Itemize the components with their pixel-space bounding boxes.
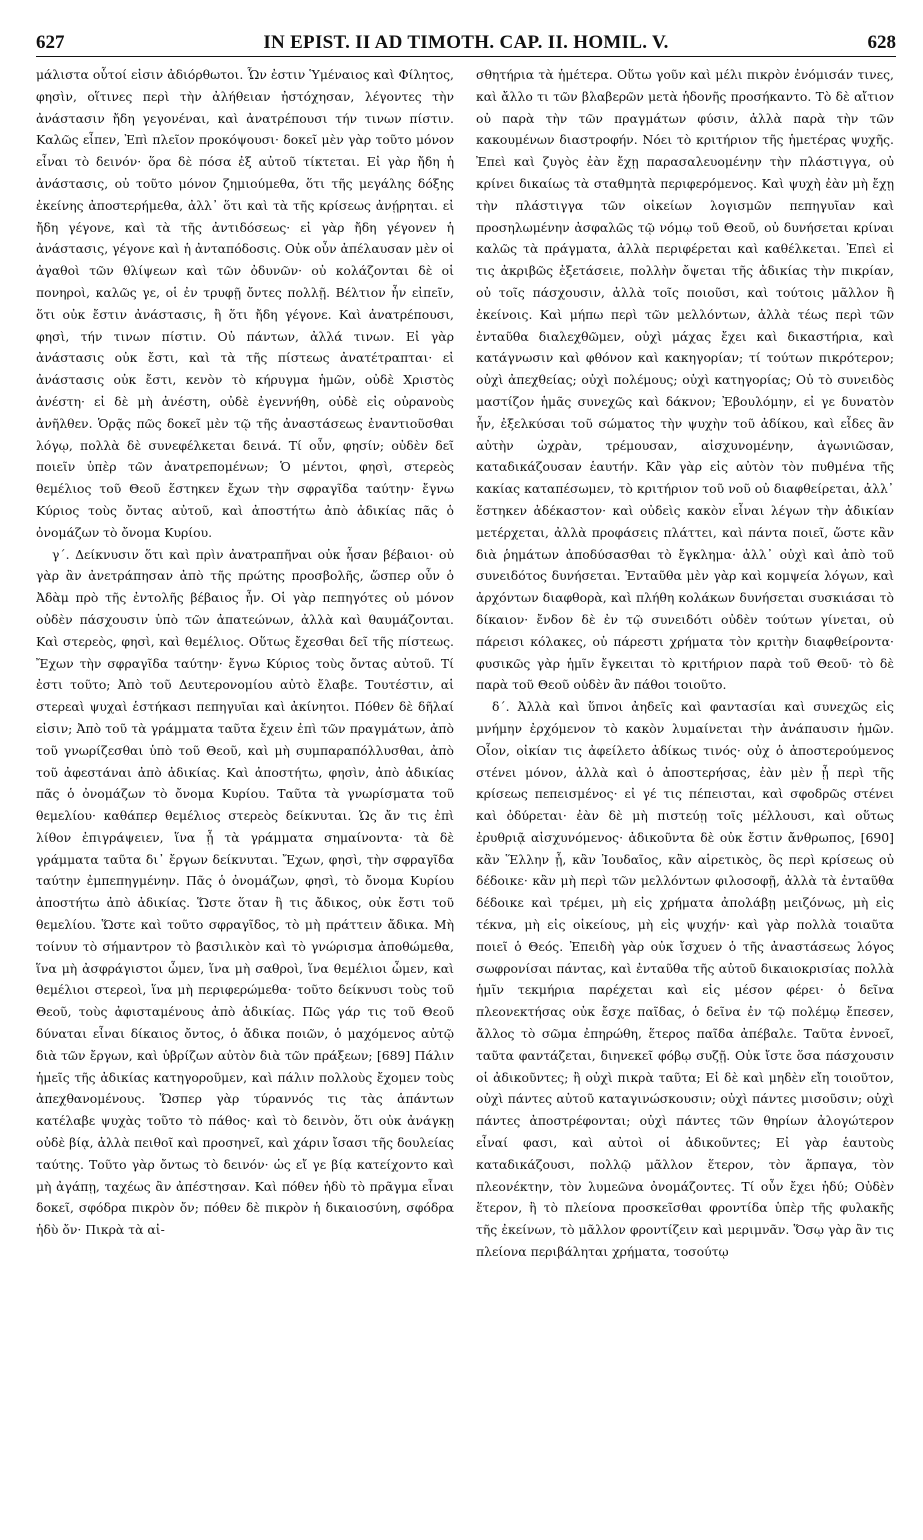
paragraph: μάλιστα οὗτοί εἰσιν ἀδιόρθωτοι. Ὧν ἐστιν Ὑμέναιος καὶ Φίλητος, φησὶν, οἵτινες περὶ τὴν ἀλήθειαν ἠστόχησαν, λέγοντες τὴν ἀνάστασιν ἤδη γεγονέναι, καὶ ἀνατρέπουσι τήν τινων πίστιν. Καλῶς εἶπεν, Ἐπὶ πλεῖον προκόψουσι· δοκεῖ μὲν γὰρ τοῦτο μόνον εἶναι τὸ δεινόν· ὅρα δὲ πόσα ἐξ αὐτοῦ τίκτεται. Εἰ γὰρ ἤδη ἡ ἀνάστασις, οὐ τοῦτο μόνον ζημιούμεθα, ὅτι τῆς μεγάλης δόξης ἐκείνης ἀποστερήμεθα, ἀλλ᾽ ὅτι καὶ τὰ τῆς κρίσεως ἀνῄρηται. εἰ ἤδη γέγονε, καὶ τὰ τῆς ἀντιδόσεως· εἰ γὰρ ἤδη γέγονεν ἡ ἀνάστασις, γέγονε καὶ ἡ ἀνταπόδοσις. Οὐκ οὖν ἀπέλαυσαν μὲν οἱ ἀγαθοὶ τῶν θλίψεων καὶ τῶν ὀδυνῶν· οὐ κολάζονται δὲ οἱ πονηροὶ, καλῶς γε, οἱ ἐν τρυφῇ ὄντες πολλῇ. Βέλτιον ἦν εἰπεῖν, ὅτι οὐκ ἔστιν ἀνάστασις, ἢ ὅτι ἤδη γέγονε. Καὶ ἀνατρέπουσι, φησὶ, τήν τινων πίστιν. Οὐ πάντων, ἀλλά τινων. Εἰ γὰρ ἀνάστασις οὐκ ἔστι, καὶ τὰ τῆς πίστεως ἀνατέτραπται· εἰ ἀνάστασις οὐκ ἔστι, κενὸν τὸ κήρυγμα ἡμῶν, οὐδὲ Χριστὸς ἀνέστη· εἰ δὲ μὴ ἀνέστη, οὐδὲ ἐγεννήθη, οὐδὲ εἰς οὐρανοὺς ἀνῆλθεν. Ὁρᾷς πῶς δοκεῖ μὲν τῷ τῆς ἀναστάσεως ἐναντιοῦσθαι λόγῳ, πολλὰ δὲ συνεφέλκεται δεινά. Τί οὖν, φησίν; οὐδὲν δεῖ ποιεῖν ὑπὲρ τῶν ἀνατρεπομένων; Ὁ μέντοι, φησὶ, στερεὸς θεμέλιος τοῦ Θεοῦ ἕστηκεν ἔχων τὴν σφραγῖδα ταύτην· ἔγνω Κύριος τοὺς ὄντας αὐτοῦ, καὶ ἀποστήτω ἀπὸ ἀδικίας πᾶς ὁ ὀνομάζων τὸ ὄνομα Κυρίου. [36,67,454,540]
running-header [36,30,896,57]
paragraph: σθητήρια τὰ ἡμέτερα. Οὕτω γοῦν καὶ μέλι πικρὸν ἐνόμισάν τινες, καὶ ἄλλο τι τῶν βλαβερῶν μετὰ ἡδονῆς προσήκαντο. Τὸ δὲ αἴτιον οὐ παρὰ τὴν τῶν πραγμάτων φύσιν, ἀλλὰ παρὰ τὴν τῶν κακουμένων διαστροφήν. Νόει τὸ κριτήριον τῆς ἡμετέρας ψυχῆς. Ἐπεὶ καὶ ζυγὸς ἐὰν ἔχῃ παρασαλευομένην τὴν πλάστιγγα, οὐ κρίνει δικαίως τὰ σταθμητὰ περιφερόμενος. Καὶ ψυχὴ ἐὰν μὴ ἔχῃ τὴν πλάστιγγα τῶν οἰκείων λογισμῶν πεπηγυῖαν καὶ προσηλωμένην ἀσφαλῶς τῷ νόμῳ τοῦ Θεοῦ, οὐ δυνήσεται κρίναι καλῶς τὰ πράγματα, ἀλλὰ περιφέρεται καὶ καθέλκεται. Ἐπεὶ εἰ τις ἀκριβῶς ἐξετάσειε, πολλὴν ὄψεται τῆς ἀδικίας τὴν πικρίαν, οὐ τοῖς πάσχουσιν, ἀλλὰ τοῖς ποιοῦσι, καὶ τούτοις μᾶλλον ἢ ἐκείνοις. Καὶ μήπω περὶ τῶν μελλόντων, ἀλλὰ τέως περὶ τῶν ἐνταῦθα διαλεχθῶμεν, οὐχὶ μάχας ἔχει καὶ δικαστήρια, καὶ κατάγνωσιν καὶ φθόνον καὶ κακηγορίαν; τί τούτων πικρότερον; οὐχὶ ἀπεχθείας; οὐχὶ πολέμους; οὐχὶ κατηγορίας; Οὐ τὸ συνειδὸς μαστίζον ἡμᾶς συνεχῶς καὶ δάκνον; Ἐβουλόμην, εἰ γε δυνατὸν ἦν, ἐξελκύσαι τοῦ σώματος τὴν ψυχὴν τοῦ ἀδίκου, καὶ εἶδες ἂν αὐτὴν ὠχρὰν, τρέμουσαν, αἰσχυνομένην, ἀγωνιῶσαν, καταδικάζουσαν ἑαυτήν. Κἂν γὰρ εἰς αὐτὸν τὸν πυθμένα τῆς κακίας καταπέσωμεν, τὸ κριτήριον τοῦ νοῦ οὐ διαφθείρεται, ἀλλ᾽ ἕστηκεν ἀδέκαστον· καὶ οὐδεὶς κακὸν εἶναι λέγων τὴν ἀδικίαν μετέρχεται, ἀλλὰ προφάσεις πλάττει, καὶ πάντα ποιεῖ, ὥστε κἂν διὰ ῥημάτων ἀποδύσασθαι τὸ ἔγκλημα· ἀλλ᾽ οὐχὶ καὶ ἀπὸ τοῦ συνειδότος δυνήσεται. Ἐνταῦθα μὲν γὰρ καὶ κομψεία λόγων, καὶ ἀρχόντων διαφθορὰ, καὶ πλήθη κολάκων δυνήσεται συσκιάσαι τὸ δίκαιον· ἔνδον δὲ ἐν τῷ συνειδότι οὐδὲν τούτων γίνεται, οὐ πάρεισι κόλακες, οὐ πάρεστι χρήματα τὸν κριτὴν διαφθείροντα· φυσικῶς γὰρ ἡμῖν ἔγκειται τὸ κριτήριον παρὰ τοῦ Θεοῦ· τὸ δὲ παρὰ τοῦ Θεοῦ οὐδὲν ἂν πάθοι τοιοῦτο. [476,67,894,693]
paragraph: δ΄. Ἀλλὰ καὶ ὕπνοι ἀηδεῖς καὶ φαντασίαι καὶ συνεχῶς εἰς μνήμην ἐρχόμενον τὸ κακὸν λυμαίνεται τὴν ἀνάπαυσιν ἡμῶν. Οἷον, οἰκίαν τις ἀφείλετο ἀδίκως τινός· οὐχ ὁ ἀποστερούμενος στένει μόνον, ἀλλὰ καὶ ὁ ἀποστερήσας, ἐὰν μὲν ᾖ περὶ τῆς κρίσεως πεπεισμένος· εἰ γέ τις πέπεισται, καὶ σφοδρῶς στένει καὶ ὀδύρεται· ἐὰν δὲ μὴ πιστεύῃ τοῖς μέλλουσι, καὶ οὕτως ἐρυθριᾷ αἰσχυνόμενος· ἀδικοῦντα δὲ οὐκ ἔστιν ἄνθρωπος, [690] κἂν Ἕλλην ᾖ, κἂν Ἰουδαῖος, κἂν αἱρετικὸς, ὃς περὶ κρίσεως οὐ δέδοικε· κἂν μὴ περὶ τῶν μελλόντων φιλοσοφῇ, ἀλλὰ τὰ ἐνταῦθα δέδοικε καὶ τρέμει, μὴ εἰς χρήματα ἀπολάβῃ μειζόνως, μὴ εἰς τέκνα, μὴ εἰς οἰκείους, μὴ εἰς ψυχήν· καὶ γὰρ πολλὰ τοιαῦτα ποιεῖ ὁ Θεός. Ἐπειδὴ γὰρ οὐκ ἴσχυεν ὁ τῆς ἀναστάσεως λόγος σωφρονίσαι πάντας, καὶ ἐνταῦθα τῆς αὐτοῦ δικαιοκρισίας πολλὰ ἡμῖν τεκμήρια παρέχεται καὶ εἰς μέσον φέρει· ὁ δεῖνα πλεονεκτήσας οὐκ ἔσχε παῖδας, ὁ δεῖνα ἐν τῷ πολέμῳ ἔπεσεν, ἄλλος τὸ σῶμα ἐπηρώθη, ἕτερος παῖδα ἀπέβαλε. Ταῦτα ἐννοεῖ, ταῦτα φαντάζεται, διηνεκεῖ φόβῳ συζῇ. Οὐκ ἴστε ὅσα πάσχουσιν οἱ ἀδικοῦντες; ἢ οὐχὶ πικρὰ ταῦτα; Εἰ δὲ καὶ μηδὲν εἴη τοιοῦτον, οὐχὶ πάντες αὐτοῦ καταγινώσκουσιν; οὐχὶ πάντες μισοῦσιν; οὐχὶ πάντες ἀποστρέφονται; οὐχὶ πάντες τῶν θηρίων ἀλογώτερον εἶναί φασι, καὶ αὐτοὶ οἱ ἀδικοῦντες; Εἰ γὰρ ἑαυτοὺς καταδικάζουσι, πολλῷ μᾶλλον ἕτερον, τὸν ἅρπαγα, τὸν πλεονέκτην, τὸν λυμεῶνα ὀνομάζοντες. Τί οὖν ἔχει ἡδύ; Οὐδὲν ἕτερον, ἢ τὸ πλείονα προσκεῖσθαι φροντίδα ὑπὲρ τῆς φυλακῆς τῆς ἐκείνων, τὸ μᾶλλον φροντίζειν καὶ μεριμνᾶν. Ὅσῳ γὰρ ἂν τις πλείονα περιβάληται χρήματα, τοσούτῳ [476,699,894,1260]
running-title: IN EPIST. II AD TIMOTH. CAP. II. HOMIL. V. [263,32,669,53]
page-number-right: 628 [867,32,896,53]
page-number-left: 627 [36,32,65,53]
left-column [36,64,454,1530]
paragraph: γ΄. Δείκνυσιν ὅτι καὶ πρὶν ἀνατραπῆναι οὐκ ἦσαν βέβαιοι· οὐ γὰρ ἂν ἀνετράπησαν ἀπὸ τῆς πρώτης προσβολῆς, ὥσπερ οὖν ὁ Ἀδὰμ πρὸ τῆς ἐντολῆς βέβαιος ἦν. Οἱ γὰρ πεπηγότες οὐ μόνον οὐδὲν πάσχουσιν ὑπὸ τῶν ἀπατεώνων, ἀλλὰ καὶ θαυμάζονται. Καὶ στερεὸς, φησὶ, καὶ θεμέλιος. Οὕτως ἔχεσθαι δεῖ τῆς πίστεως. Ἔχων τὴν σφραγῖδα ταύτην· ἔγνω Κύριος τοὺς ὄντας αὐτοῦ. Τί ἐστι τοῦτο; Ἀπὸ τοῦ Δευτερονομίου αὐτὸ ἔλαβε. Τουτέστιν, αἱ στερεαὶ ψυχαὶ ἑστήκασι πεπηγυῖαι καὶ ἀκίνητοι. Πόθεν δὲ δῆλαί εἰσιν; Ἀπὸ τοῦ τὰ γράμματα ταῦτα ἔχειν ἐπὶ τῶν πραγμάτων, ἀπὸ τοῦ γνωρίζεσθαι ὑπὸ τοῦ Θεοῦ, καὶ μὴ συμπαραπόλλυσθαι, ἀπὸ τοῦ ἀφεστάναι ἀπὸ ἀδικίας. Καὶ ἀποστήτω, φησὶν, ἀπὸ ἀδικίας πᾶς ὁ ὀνομάζων τὸ ὄνομα Κυρίου. Ταῦτα τὰ γνωρίσματα τοῦ θεμελίου· καθάπερ θεμέλιος στερεὸς δείκνυται. Ὡς ἄν τις ἐπὶ λίθον ἐπιγράψειεν, ἵνα ᾖ τὰ γράμματα σημαίνοντα· τὰ δὲ γράμματα ταῦτα δι᾽ ἔργων δείκνυται. Ἔχων, φησὶ, τὴν σφραγῖδα ταύτην ἐμπεπηγμένην. Πᾶς ὁ ὀνομάζων, φησὶ, τὸ ὄνομα Κυρίου ἀποστήτω ἀπὸ ἀδικίας. Ὥστε ὅταν ἢ τις ἄδικος, οὐκ ἔστι τοῦ θεμελίου. Ὥστε καὶ τοῦτο σφραγῖδος, τὸ μὴ πράττειν ἄδικα. Μὴ τοίνυν τὸ σήμαντρον τὸ βασιλικὸν καὶ τὸ γνώρισμα ἀποθώμεθα, ἵνα μὴ ἀσφράγιστοι ὦμεν, ἵνα μὴ σαθροὶ, ἵνα θεμέλιοι ὦμεν, καὶ θεμέλιοι στερεοὶ, ἵνα μὴ περιφερώμεθα· τοῦτο δείκνυσι τοὺς τοῦ Θεοῦ, τοὺς ἀφισταμένους ἀπὸ ἀδικίας. Πῶς γάρ τις τοῦ Θεοῦ δύναται εἶναι δίκαιος ὄντος, ὁ ἄδικα ποιῶν, ὁ μαχόμενος αὐτῷ διὰ τῶν ἔργων, καὶ ὑβρίζων αὐτὸν διὰ τῶν πράξεων; [689] Πάλιν ἡμεῖς τῆς ἀδικίας κατηγοροῦμεν, καὶ πάλιν πολλοὺς ἔχομεν τοὺς ἀπεχθανομένους. Ὥσπερ γὰρ τύραννός τις τὰς ἁπάντων κατέλαβε ψυχὰς τοῦτο τὸ πάθος· καὶ τὸ δεινὸν, ὅτι οὐκ ἀνάγκῃ οὐδὲ βίᾳ, ἀλλὰ πειθοῖ καὶ προσηνεῖ, καὶ χάριν ἴσασι τῆς δουλείας ταύτης. Τοῦτο γὰρ ὄντως τὸ δεινόν· ὡς εἴ γε βίᾳ κατείχοντο καὶ μὴ ἀγάπῃ, ταχέως ἂν ἀπέστησαν. Καὶ πόθεν ἡδὺ τὸ πρᾶγμα εἶναι δοκεῖ, σφόδρα πικρὸν ὄν; πόθεν δὲ πικρὸν ἡ δικαιοσύνη, σφόδρα ἡδὺ ὄν· Πικρὰ τὰ αἰ- [36,546,454,1238]
right-column [476,64,894,1530]
